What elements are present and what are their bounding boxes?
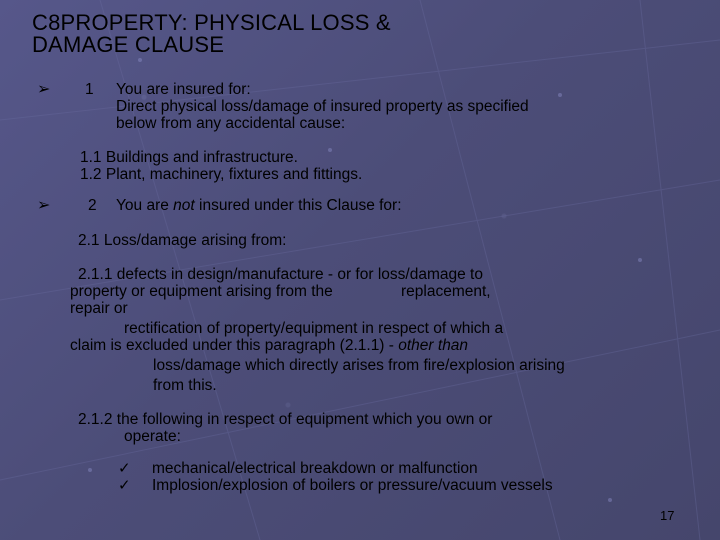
sub-2-1: 2.1 Loss/damage arising from:: [78, 232, 287, 249]
item-1-2: 1.2 Plant, machinery, fixtures and fittings.: [80, 166, 363, 183]
arrow-bullet-icon: ➢: [37, 81, 51, 98]
para-2-1-1-line-1: 2.1.1 defects in design/manufacture - or for loss/damage to: [78, 266, 483, 283]
para-2-1-1-line-5: claim is excluded under this paragraph (2.1.1) - other than: [70, 337, 469, 354]
check-item-1: mechanical/electrical breakdown or malfunction: [152, 460, 478, 477]
section-2-number: 2: [88, 197, 97, 214]
section-2-heading: You are not insured under this Clause for:: [116, 197, 402, 214]
title-line-2: DAMAGE CLAUSE: [32, 32, 225, 57]
item-1-1: 1.1 Buildings and infrastructure.: [80, 149, 298, 166]
check-item-2: Implosion/explosion of boilers or pressure/vacuum vessels: [152, 477, 553, 494]
section-1-heading: You are insured for:: [116, 81, 251, 98]
arrow-bullet-icon: ➢: [37, 197, 51, 214]
slide-title: [32, 12, 632, 56]
title-line-1: C8PROPERTY: PHYSICAL LOSS &: [32, 10, 391, 35]
para-2-1-1-line-2b: replacement,: [401, 283, 491, 300]
para-2-1-1-line-3: repair or: [70, 300, 128, 317]
section-1-text-2: below from any accidental cause:: [116, 115, 346, 132]
checkmark-icon: ✓: [118, 460, 131, 477]
para-2-1-1-line-7: from this.: [153, 377, 217, 394]
para-2-1-1-line-4: rectification of property/equipment in respect of which a: [124, 320, 504, 337]
para-2-1-2-line-2: operate:: [124, 428, 181, 445]
para-2-1-1-line-6: loss/damage which directly arises from fire/explosion arising: [153, 357, 565, 374]
para-2-1-1-line-2a: property or equipment arising from the: [70, 283, 333, 300]
section-1-number: 1: [85, 81, 94, 98]
section-1-text-1: Direct physical loss/damage of insured property as specified: [116, 98, 529, 115]
page-number: 17: [660, 508, 675, 523]
checkmark-icon: ✓: [118, 477, 131, 494]
para-2-1-2-line-1: 2.1.2 the following in respect of equipment which you own or: [78, 411, 493, 428]
